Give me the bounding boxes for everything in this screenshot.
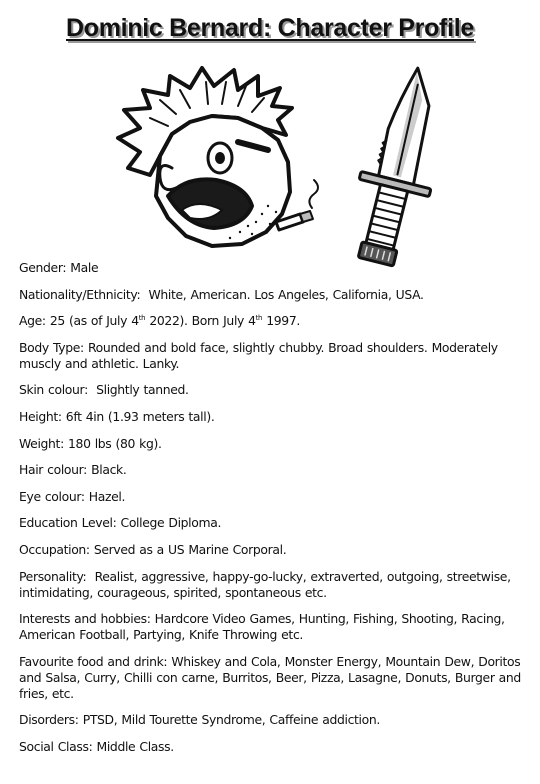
- education-value: College Diploma.: [120, 515, 222, 531]
- age-value: [50, 313, 300, 328]
- food-value: Whiskey and Cola, Monster Energy, Mountain Dew, Doritos and Salsa, Curry, Chilli con carne, Burritos, Beer, Pizza, Lasagne, Donuts, Burger and fries, etc.: [19, 653, 521, 701]
- social-class-value: Middle Class.: [96, 738, 174, 754]
- profile-facts: [19, 260, 529, 766]
- skin-colour-value: Slightly tanned.: [96, 382, 189, 398]
- age-row: [19, 313, 529, 329]
- weight-value: 180 lbs (80 kg).: [68, 435, 162, 451]
- nationality-label: Nationality/Ethnicity:: [19, 286, 141, 302]
- interests-value: Hardcore Video Games, Hunting, Fishing, Shooting, Racing, American Football, Partying, Knife Throwing etc.: [19, 611, 505, 643]
- eye-colour-label: Eye colour:: [19, 488, 85, 504]
- education-row: [19, 515, 529, 531]
- knife-illustration: [341, 61, 459, 270]
- character-illustration: [118, 68, 318, 246]
- weight-label: Weight:: [19, 435, 64, 451]
- nationality-row: [19, 287, 529, 303]
- personality-value: Realist, aggressive, happy-go-lucky, extraverted, outgoing, streetwise, intimidating, courageous, spirited, spontaneous etc.: [19, 568, 511, 600]
- age-text-part: 2022). Born July 4: [145, 313, 256, 329]
- nationality-value: White, American. Los Angeles, California, USA.: [148, 286, 424, 302]
- food-row: [19, 654, 529, 702]
- age-text-part: 1997.: [262, 313, 300, 329]
- skin-colour-label: Skin colour:: [19, 382, 88, 398]
- social-class-row: [19, 739, 529, 755]
- occupation-row: [19, 542, 529, 558]
- gender-label: Gender:: [19, 260, 67, 275]
- gender-value: Male: [70, 260, 99, 275]
- personality-label: Personality:: [19, 568, 87, 584]
- social-class-label: Social Class:: [19, 738, 93, 754]
- interests-row: [19, 611, 529, 643]
- disorders-row: [19, 712, 529, 728]
- height-value: 6ft 4in (1.93 meters tall).: [65, 408, 215, 424]
- eye-colour-row: [19, 489, 529, 505]
- illustration-area: [0, 0, 540, 270]
- occupation-label: Occupation:: [19, 541, 90, 557]
- height-label: Height:: [19, 408, 62, 424]
- page-title: Dominic Bernard: Character Profile: [66, 14, 474, 42]
- body-type-value: Rounded and bold face, slightly chubby. Broad shoulders. Moderately muscly and athletic. Lanky.: [19, 339, 498, 371]
- occupation-value: Served as a US Marine Corporal.: [93, 541, 287, 557]
- disorders-value: PTSD, Mild Tourette Syndrome, Caffeine addiction.: [82, 712, 380, 728]
- interests-label: Interests and hobbies:: [19, 611, 151, 627]
- gender-row: [19, 260, 529, 276]
- education-label: Education Level:: [19, 515, 117, 531]
- age-ordinal: th: [255, 314, 263, 323]
- age-ordinal: th: [138, 314, 146, 323]
- body-type-row: [19, 340, 529, 372]
- disorders-label: Disorders:: [19, 712, 79, 728]
- personality-row: [19, 569, 529, 601]
- skin-colour-row: [19, 382, 529, 398]
- hair-colour-label: Hair colour:: [19, 462, 88, 478]
- height-row: [19, 409, 529, 425]
- food-label: Favourite food and drink:: [19, 653, 168, 669]
- eye-colour-value: Hazel.: [88, 488, 126, 504]
- hair-colour-value: Black.: [91, 462, 127, 478]
- age-text-part: 25 (as of July 4: [49, 313, 139, 329]
- weight-row: [19, 436, 529, 452]
- hair-colour-row: [19, 462, 529, 478]
- age-label: Age:: [19, 313, 46, 329]
- body-type-label: Body Type:: [19, 339, 84, 355]
